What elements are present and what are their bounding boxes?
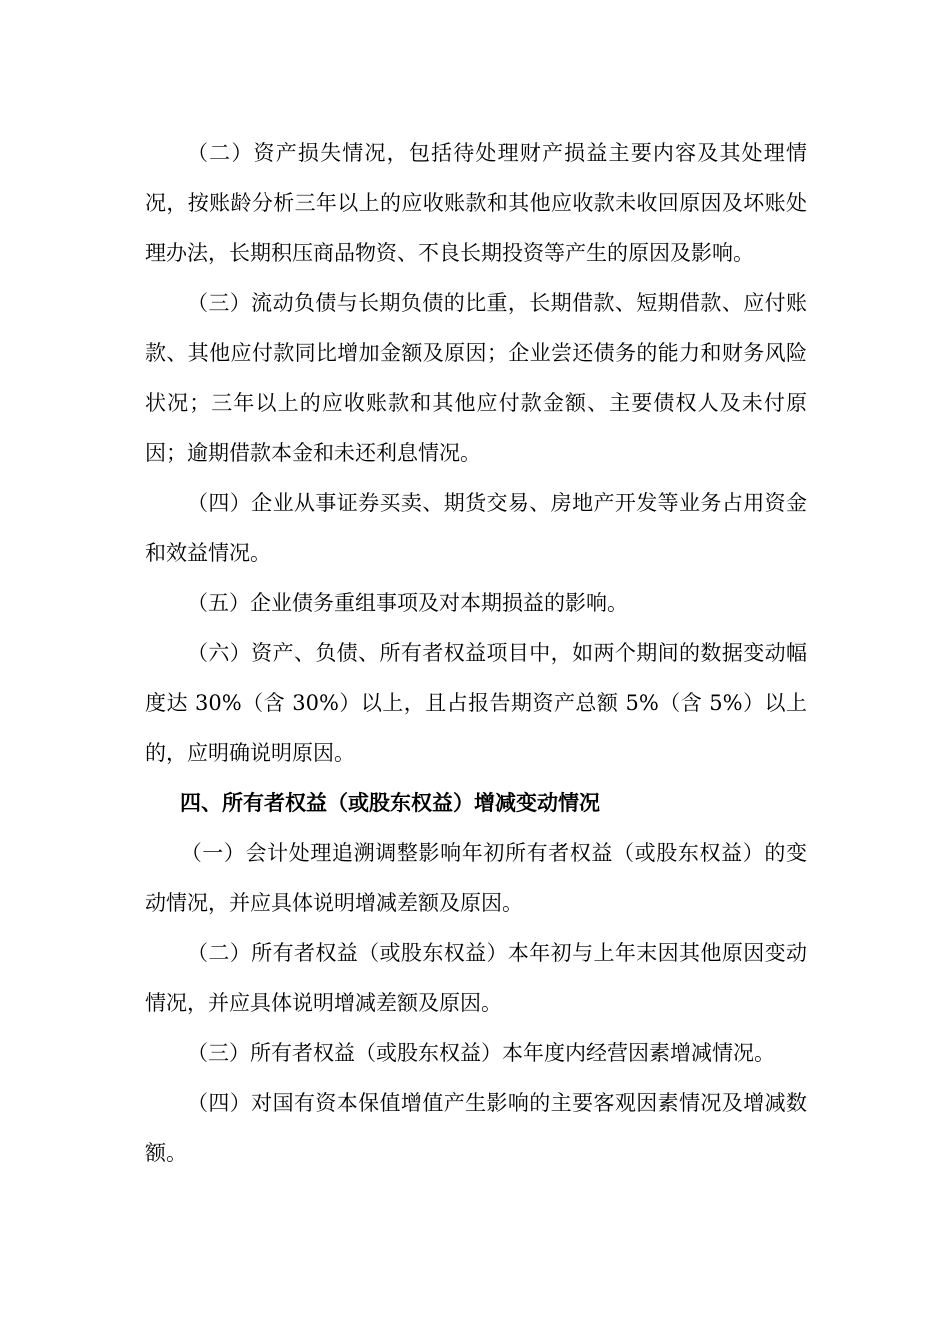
paragraph-asset-loss: （二）资产损失情况，包括待处理财产损益主要内容及其处理情况，按账龄分析三年以上的应收账款和其他应收款未收回原因及坏账处理办法，长期积压商品物资、不良长期投资等产生的原因及影响。 (145, 141, 807, 265)
paragraph-debt-restructuring: （五）企业债务重组事项及对本期损益的影响。 (187, 591, 628, 615)
paragraph-change-threshold: （六）资产、负债、所有者权益项目中，如两个期间的数据变动幅度达 30%（含 30%）以上，且占报告期资产总额 5%（含 5%）以上的，应明确说明原因。 (145, 641, 807, 765)
paragraph-liabilities: （三）流动负债与长期负债的比重，长期借款、短期借款、应付账款、其他应付款同比增加金额及原因；企业尝还债务的能力和财务风险状况；三年以上的应收账款和其他应付款金额、主要债权人及未付原因；逾期借款本金和未还利息情况。 (145, 291, 807, 465)
document-body (145, 128, 807, 1178)
paragraph-retrospective-adjustment: （一）会计处理追溯调整影响年初所有者权益（或股东权益）的变动情况，并应具体说明增减差额及原因。 (145, 841, 807, 915)
paragraph-other-changes: （二）所有者权益（或股东权益）本年初与上年末因其他原因变动情况，并应具体说明增减差额及原因。 (145, 941, 807, 1015)
section-heading: 四、所有者权益（或股东权益）增减变动情况 (180, 790, 600, 815)
paragraph-state-capital: （四）对国有资本保值增值产生影响的主要客观因素情况及增减数额。 (145, 1091, 807, 1165)
paragraph-operating-factors: （三）所有者权益（或股东权益）本年度内经营因素增减情况。 (187, 1041, 775, 1065)
paragraph-securities: （四）企业从事证券买卖、期货交易、房地产开发等业务占用资金和效益情况。 (145, 491, 807, 565)
